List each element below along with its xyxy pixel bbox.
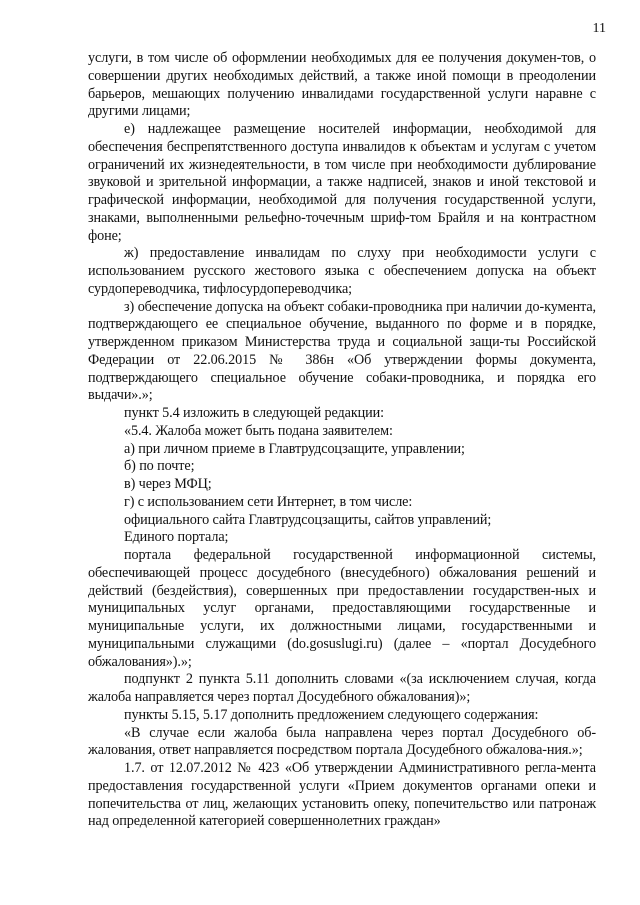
paragraph-item-zh: ж) предоставление инвалидам по слуху при необходимости услуги с использованием русского жестового языка с обеспечением допуска на объект сурдопереводчика, тифлосурдопереводчика;	[88, 245, 596, 297]
paragraph-federal-portal: портала федеральной государственной информационной системы, обеспечивающей процесс досудебного (внесудебного) обжалования решений и действий (бездействия), совершенных при предоставлении государствен-ных и муниципальных услуг органами, предоставляющими государственные и муниципальные услуги, их должностными лицами, государственными и муниципальными служащими (do.gosuslugi.ru) (далее – «портал Досудебного обжалования»).»;	[88, 547, 596, 670]
paragraph-continuation: услуги, в том числе об оформлении необходимых для ее получения докумен-тов, о совершении других необходимых действий, а также иной помощи в преодолении барьеров, мешающих получению инвалидами государственной услуги наравне с другими лицами;	[88, 50, 596, 120]
paragraph-point-5-4-heading: «5.4. Жалоба может быть подана заявителем:	[124, 422, 393, 439]
paragraph-item-a: а) при личном приеме в Главтрудсоцзащите, управлении;	[124, 440, 465, 457]
paragraph-official-site: официального сайта Главтрудсоцзащиты, сайтов управлений;	[124, 511, 492, 528]
paragraph-item-z: з) обеспечение допуска на объект собаки-проводника при наличии до-кумента, подтверждающего ее специальное обучение, выданного по форме и в порядке, утвержденном приказом Министерства труда и социальной защи-ты Российской Федерации от 22.06.2015 № 386н «Об утверждении формы документа, подтверждающего специальное обучение собаки-проводника, и порядка его выдачи».»;	[88, 298, 596, 404]
paragraph-item-b: б) по почте;	[124, 458, 195, 475]
paragraph-1-7: 1.7. от 12.07.2012 № 423 «Об утверждении Административного регла-мента предоставления государственной услуги «Прием документов органами опеки и попечительства от лиц, желающих установить опеку, попечительство или патронаж над определенной категорией совершеннолетних граждан»	[88, 760, 596, 830]
paragraph-subpoint-2-5-11: подпункт 2 пункта 5.11 дополнить словами «(за исключением случая, когда жалоба направляется через портал Досудебного обжалования)»;	[88, 671, 596, 705]
paragraph-item-v: в) через МФЦ;	[124, 476, 212, 492]
paragraph-point-5-4-intro: пункт 5.4 изложить в следующей редакции:	[124, 405, 384, 421]
paragraph-item-e: е) надлежащее размещение носителей информации, необходимой для обеспечения беспрепятственного доступа инвалидов к объектам и услугам с учетом ограничений их жизнедеятельности, в том числе при необходимости дублирование звуковой и зрительной информации, а также надписей, знаков и иной текстовой и графической информации, необходимой для получения государственной услуги, знаками, выполненными рельефно-точечным шриф-том Брайля и на контрастном фоне;	[88, 121, 596, 244]
paragraph-complaint-response: «В случае если жалоба была направлена через портал Досудебного об-жалования, ответ направляется посредством портала Досудебного обжалова-ния.»;	[88, 724, 596, 759]
paragraph-unified-portal: Единого портала;	[124, 529, 229, 546]
document-body	[88, 50, 596, 831]
paragraph-points-5-15-5-17: пункты 5.15, 5.17 дополнить предложением следующего содержания:	[124, 706, 539, 723]
paragraph-item-g: г) с использованием сети Интернет, в том числе:	[124, 493, 413, 510]
page-number: 11	[592, 21, 606, 36]
